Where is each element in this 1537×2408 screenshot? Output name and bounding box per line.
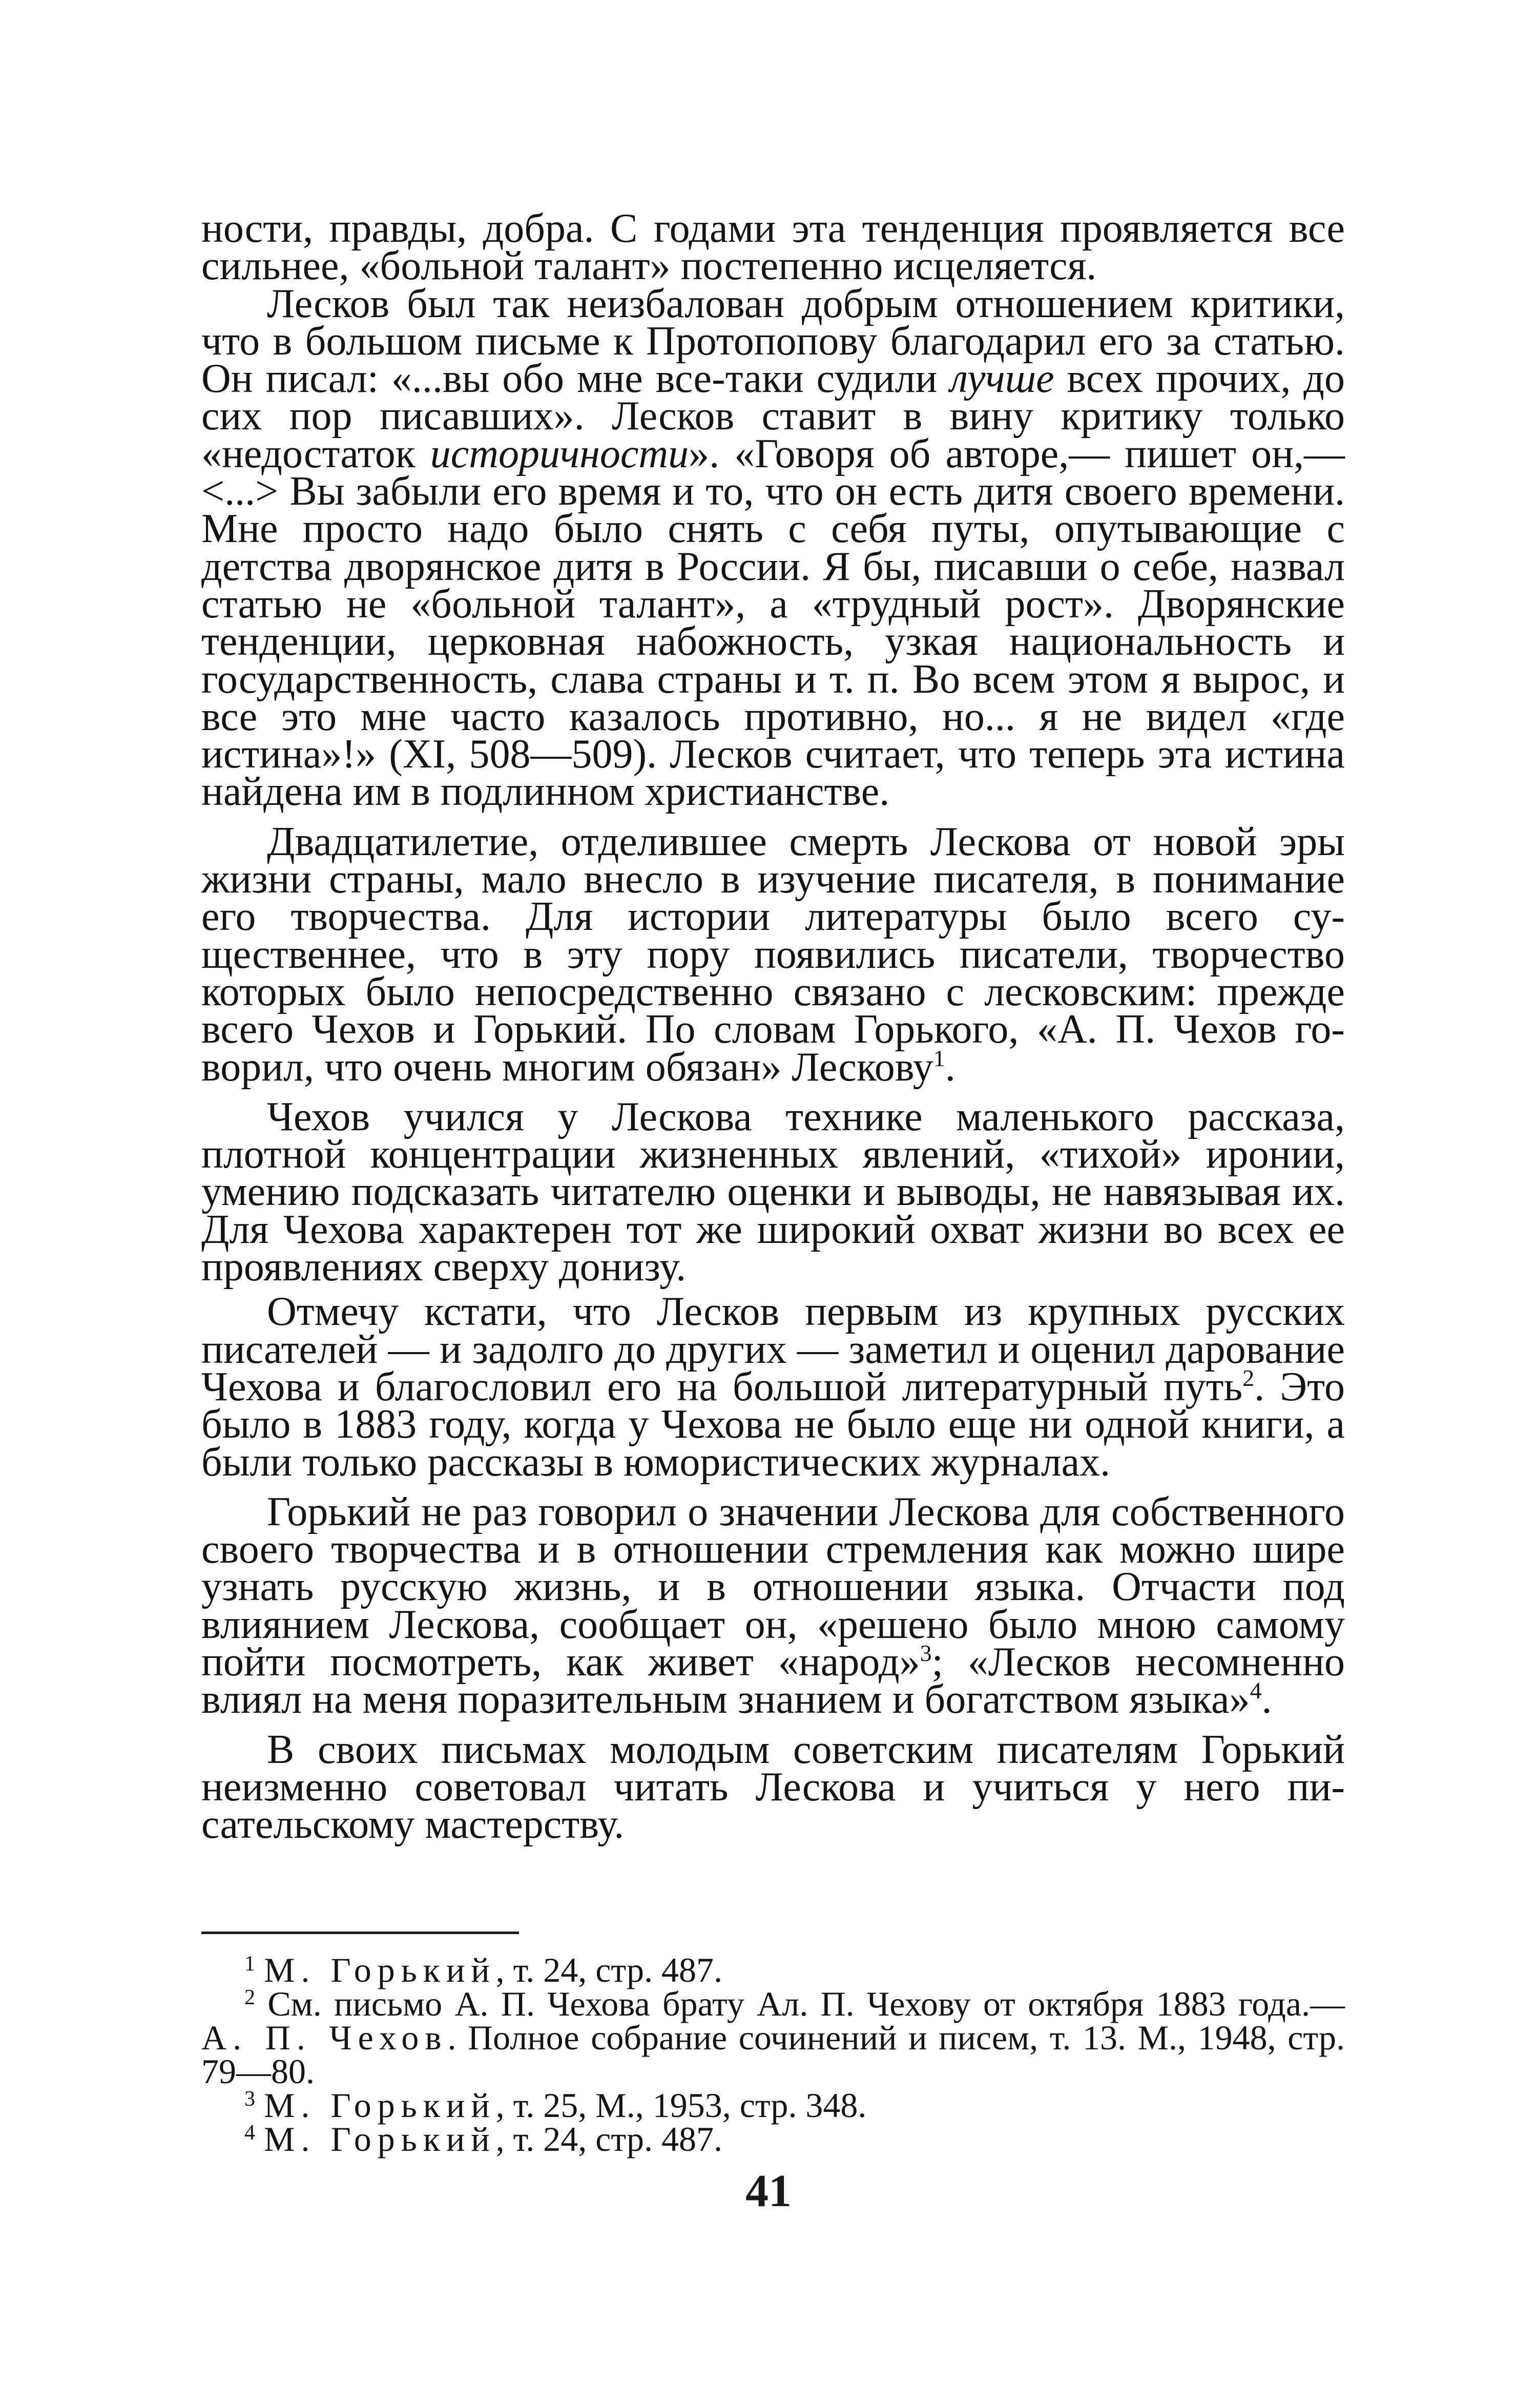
paragraph-5-text-b: . Это было в 1883 году, когда у Чехова не было еще ни одной книги, а были только рассказы в юмористических журналах. (201, 1364, 1345, 1485)
footnote-ref-3: 3 (920, 1639, 932, 1666)
footnote-4-number: 4 (244, 2121, 255, 2145)
paragraph-5 (201, 1289, 1345, 1485)
footnotes (201, 1950, 1345, 2158)
footnote-3-author: М. Горький (264, 2086, 496, 2125)
paragraph-2-emphasis-2: историчности (430, 431, 689, 476)
footnote-ref-1: 1 (933, 1045, 945, 1071)
footnote-1-number: 1 (244, 1952, 255, 1976)
paragraph-5-text-a: Отмечу кстати, что Лесков первым из крупных русских писателей — и задолго до других — заметил и оценил дарование Чехова и благословил его на большой литературный путь (201, 1289, 1345, 1409)
paragraph-7-text: В своих письмах молодым советским писателям Горький неизменно советовал читать Лескова и учиться у него писательскому мастерству. (201, 1727, 1345, 1847)
footnote-ref-4: 4 (1250, 1677, 1262, 1704)
paragraph-1-text: ности, правды, добра. С годами эта тенденция проявляется все сильнее, «больной талант» постепенно исцеляется. (201, 206, 1345, 289)
paragraph-6-text-b: ; «Лесков несомненно влиял на меня поразительным знанием и богатством языка» (201, 1639, 1345, 1722)
footnote-1-author: М. Горький (264, 1950, 496, 1989)
footnote-4-text: , т. 24, стр. 487. (495, 2120, 722, 2158)
footnote-4-author: М. Горький (264, 2120, 496, 2158)
footnote-3-number: 3 (244, 2087, 255, 2111)
paragraph-6 (201, 1489, 1345, 1722)
paragraph-2 (201, 281, 1345, 815)
paragraph-2-text-c: всех прочих, до сих пор писавших». Лесков ставит в вину критику только «недостаток (201, 356, 1345, 476)
paragraph-4 (201, 1094, 1345, 1290)
main-text (201, 206, 1345, 1847)
footnote-2-text-b: . Полное собрание сочинений и писем, т. 13. М., 1948, стр. 79—80. (201, 2018, 1345, 2091)
paragraph-3 (201, 819, 1345, 1090)
footnote-2 (201, 1984, 1345, 2091)
paragraph-6-text-a: Горький не раз говорил о значении Лескова для собственного своего творчества и в отношении стремления как можно шире узнать русскую жизнь, и в отношении языка. Отчасти под влиянием Лескова, сообщает он, «решено было мною самому пойти посмотреть, как живет «народ» (201, 1489, 1345, 1685)
paragraph-7 (201, 1727, 1345, 1847)
footnote-1-text: , т. 24, стр. 487. (495, 1950, 722, 1989)
footnote-ref-2: 2 (1242, 1364, 1255, 1391)
paragraph-6-text-c: . (1261, 1677, 1272, 1722)
page-number: 41 (745, 2166, 792, 2216)
paragraph-2-text-a: Лесков был так неизбалован добрым отношением критики, что в большом письме к Протопопову благодарил его за статью. Он писал: «...вы обо мне все-таки судили (201, 281, 1345, 402)
footnote-3-text: , т. 25, М., 1953, стр. 348. (495, 2086, 867, 2125)
paragraph-3-text-b: . (945, 1044, 956, 1090)
footnote-3 (201, 2086, 1345, 2125)
footnote-2-text-a: См. письмо А. П. Чехова брату Ал. П. Чехову от октября 1883 года.— (267, 1984, 1345, 2023)
paragraph-2-emphasis-1: лучше (950, 356, 1054, 402)
footnote-2-number: 2 (244, 1986, 255, 2009)
paragraph-3-text-a: Двадцатилетие, отделившее смерть Лескова от новой эры жизни страны, мало внесло в изучение писателя, в понимание его творчества. Для истории литературы было всего существеннее, что в эту пору появились писатели, творчество которых было непосредственно связано с лесковским: прежде всего Чехов и Горький. По словам Горького, «А. П. Чехов говорил, что очень многим обязан» Лескову (201, 819, 1345, 1090)
footnote-4 (201, 2122, 1345, 2156)
paragraph-1 (201, 206, 1345, 289)
paragraph-4-text: Чехов учился у Лескова технике маленького рассказа, плотной концентрации жизненных явлений, «тихой» иронии, умению подсказать читателю оценки и выводы, не навязывая их. Для Чехова характерен тот же широкий охват жизни во всех ее проявлениях сверху донизу. (201, 1094, 1345, 1290)
paragraph-2-text-e: ». «Говоря об авторе,— пишет он,— <...> Вы забыли его время и то, что он есть дитя своего времени. Мне просто надо было снять с себя путы, опутывающие с детства дворянское дитя в России. Я бы, писавши о себе, назвал статью не «больной талант», а «трудный рост». Дворянские тенденции, церковная набожность, узкая национальность и государственность, слава страны и т. п. Во всем этом я вырос, и все это мне часто казалось противно, но... я не видел «где истина»!» (XI, 508—509). Лесков считает, что теперь эта истина найдена им в подлинном христианстве. (201, 431, 1345, 815)
footnote-1 (201, 1950, 1345, 1989)
footnote-2-author: А. П. Чехов (201, 2018, 448, 2057)
footnote-divider (201, 1932, 519, 1934)
